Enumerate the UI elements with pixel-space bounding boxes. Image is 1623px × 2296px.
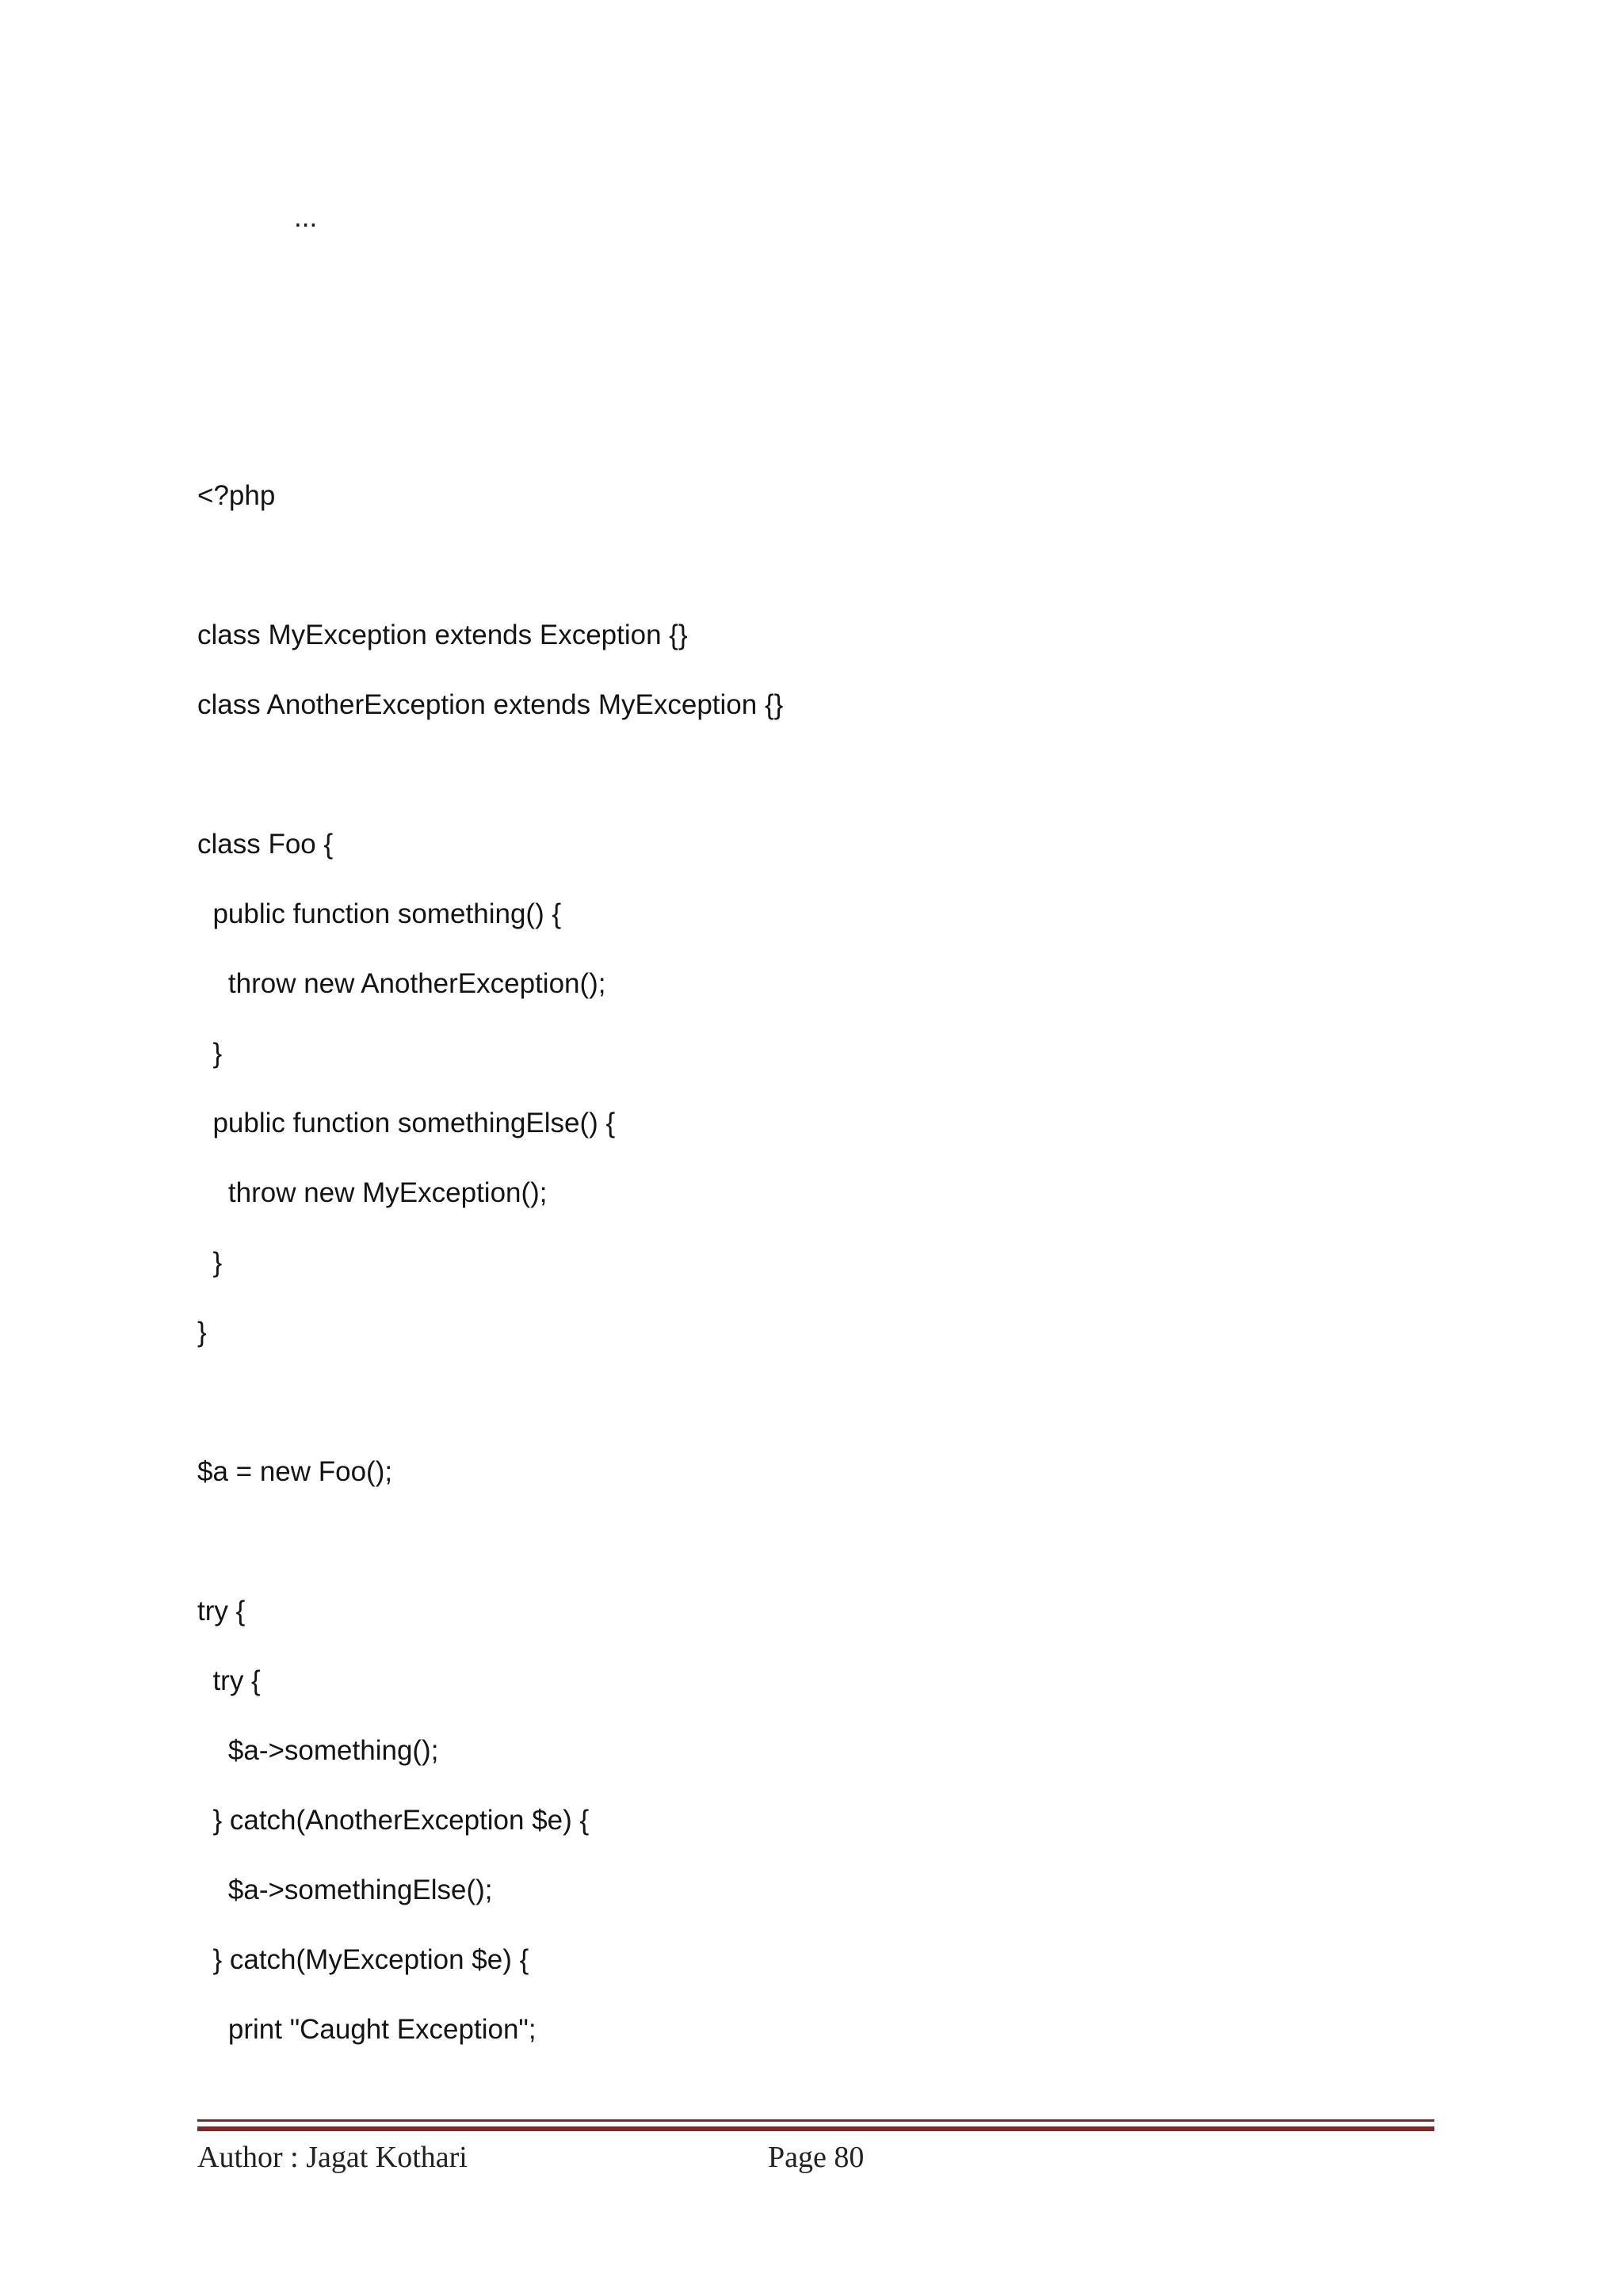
code-line: } catch(AnotherException $e) { (197, 1805, 590, 1836)
ellipsis-text: ... (294, 202, 318, 233)
footer-page-number: Page 80 (768, 2141, 865, 2174)
code-line: } catch(MyException $e) { (197, 1944, 529, 1975)
code-line: try { (197, 1665, 261, 1696)
code-line: $a->something(); (197, 1735, 439, 1766)
code-line: throw new MyException(); (197, 1177, 548, 1208)
footer-divider-thick (197, 2126, 1434, 2131)
code-line: public function somethingElse() { (197, 1108, 616, 1138)
code-line: $a->somethingElse(); (197, 1875, 493, 1905)
code-line: } (197, 1038, 223, 1069)
code-line: public function something() { (197, 898, 562, 929)
code-line: $a = new Foo(); (197, 1456, 393, 1487)
code-line: class AnotherException extends MyException {} (197, 689, 784, 720)
code-line: <?php (197, 480, 276, 511)
footer-author: Author : Jagat Kothari (197, 2141, 468, 2174)
code-line: try { (197, 1596, 246, 1627)
code-line: } (197, 1247, 223, 1278)
code-line: throw new AnotherException(); (197, 968, 606, 999)
code-line: } (197, 1317, 207, 1348)
footer-divider-thin (197, 2119, 1434, 2122)
code-line: class Foo { (197, 829, 334, 860)
code-line: class MyException extends Exception {} (197, 620, 688, 650)
code-line: print "Caught Exception"; (197, 2014, 537, 2045)
